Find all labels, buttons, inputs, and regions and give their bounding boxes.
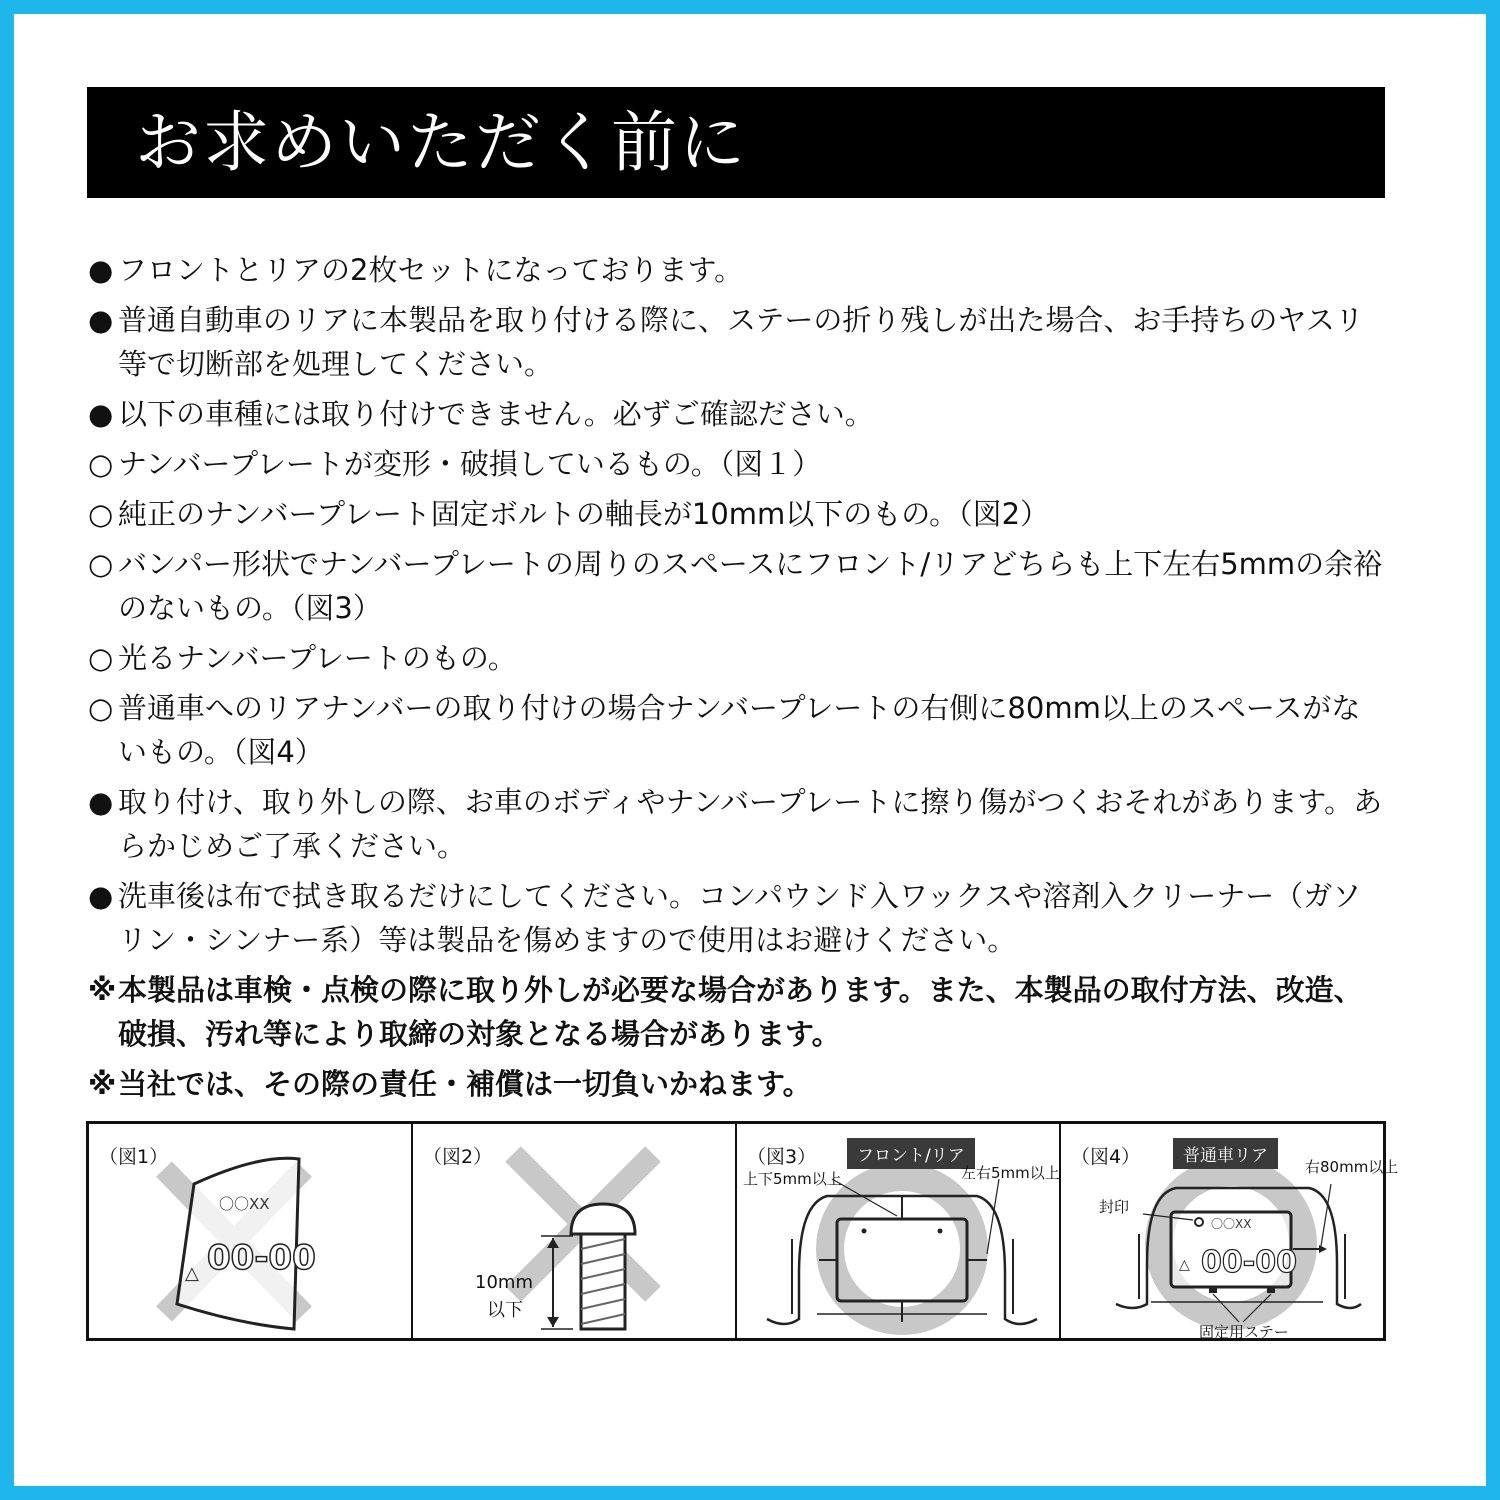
note-item xyxy=(88,686,1388,774)
plate-symbol: △ xyxy=(185,1263,199,1284)
figure-label: （図2） xyxy=(423,1146,493,1168)
figure-label: （図3） xyxy=(747,1146,817,1168)
bullet-mark: ● xyxy=(88,253,114,287)
bullet-mark: ○ xyxy=(88,497,114,531)
note-text: ナンバープレートが変形・破損しているもの。（図１） xyxy=(118,447,822,481)
bullet-mark: ● xyxy=(88,303,114,337)
figure-3 xyxy=(737,1124,1061,1338)
note-text: 普通自動車のリアに本製品を取り付ける際に、ステーの折り残しが出た場合、お手持ちのヤスリ等で切断部を処理してください。 xyxy=(118,303,1364,381)
note-text: 普通車へのリアナンバーの取り付けの場合ナンバープレートの右側に80mm以上のスペースがないもの。（図4） xyxy=(118,691,1361,769)
bolt-head xyxy=(571,1204,635,1234)
notes-list xyxy=(88,248,1388,1112)
bullet-mark: ※ xyxy=(88,1067,117,1101)
note-item xyxy=(88,298,1388,386)
figure-tag: 普通車リア xyxy=(1173,1138,1278,1169)
plate-top-text: 〇〇XX xyxy=(219,1195,270,1213)
warning-item xyxy=(88,1062,1388,1106)
figures-row xyxy=(86,1121,1399,1341)
seal-label: 封印 xyxy=(1099,1198,1130,1216)
bullet-mark: ● xyxy=(88,879,114,913)
figure-4 xyxy=(1061,1124,1399,1341)
note-item xyxy=(88,492,1388,536)
note-text: 当社では、その際の責任・補償は一切負いかねます。 xyxy=(118,1067,812,1101)
dimension-value: 10mm xyxy=(475,1272,533,1293)
figure-tag: フロント/リア xyxy=(847,1138,975,1169)
note-item xyxy=(88,248,1388,292)
figure-label: （図1） xyxy=(99,1146,169,1168)
vertical-clearance-note: 上下5mm以上 xyxy=(743,1170,842,1188)
note-item xyxy=(88,636,1388,680)
bullet-mark: ○ xyxy=(88,691,114,725)
figure-2 xyxy=(413,1124,737,1338)
note-item xyxy=(88,780,1388,868)
bullet-mark: ※ xyxy=(88,973,117,1007)
bullet-mark: ○ xyxy=(88,547,114,581)
warning-item xyxy=(88,968,1388,1056)
figure-label: （図4） xyxy=(1071,1146,1141,1168)
note-text: バンパー形状でナンバープレートの周りのスペースにフロント/リアどちらも上下左右5mmの余裕のないもの。（図3） xyxy=(118,547,1383,625)
plate-number-text: 00-00 xyxy=(1201,1245,1297,1280)
note-text: 以下の車種には取り付けできません。必ずご確認ださい。 xyxy=(118,397,874,431)
plate-top-text: 〇〇XX xyxy=(1211,1217,1252,1231)
note-text: 光るナンバープレートのもの。 xyxy=(118,641,517,675)
bullet-mark: ● xyxy=(88,785,114,819)
note-text: フロントとリアの2枚セットになっております。 xyxy=(118,253,744,287)
note-text: 洗車後は布で拭き取るだけにしてください。コンパウンド入ワックスや溶剤入クリーナー（ガソリン・シンナー系）等は製品を傷めますので使用はお避けください。 xyxy=(118,879,1362,957)
stay-label: 固定用ステー xyxy=(1199,1323,1289,1341)
right-clearance-note: 右80mm以上 xyxy=(1305,1158,1399,1176)
dimension-note: 以下 xyxy=(487,1300,523,1321)
horizontal-clearance-note: 左右5mm以上 xyxy=(961,1164,1060,1182)
note-item xyxy=(88,542,1388,630)
note-text: 純正のナンバープレート固定ボルトの軸長が10mm以下のもの。（図2） xyxy=(118,497,1050,531)
note-item xyxy=(88,442,1388,486)
bullet-mark: ○ xyxy=(88,447,114,481)
plate-symbol: △ xyxy=(1179,1257,1190,1273)
note-item xyxy=(88,874,1388,962)
page-title: お求めいただく前に xyxy=(87,87,1385,198)
note-text: 本製品は車検・点検の際に取り外しが必要な場合があります。また、本製品の取付方法、改造、破損、汚れ等により取締の対象となる場合があります。 xyxy=(118,973,1363,1051)
plate-number-text: 00-00 xyxy=(207,1238,316,1278)
bullet-mark: ○ xyxy=(88,641,114,675)
figure-1 xyxy=(89,1124,413,1338)
note-text: 取り付け、取り外しの際、お車のボディやナンバープレートに擦り傷がつくおそれがあります。あらかじめご了承ください。 xyxy=(118,785,1383,863)
bullet-mark: ● xyxy=(88,397,114,431)
note-item xyxy=(88,392,1388,436)
